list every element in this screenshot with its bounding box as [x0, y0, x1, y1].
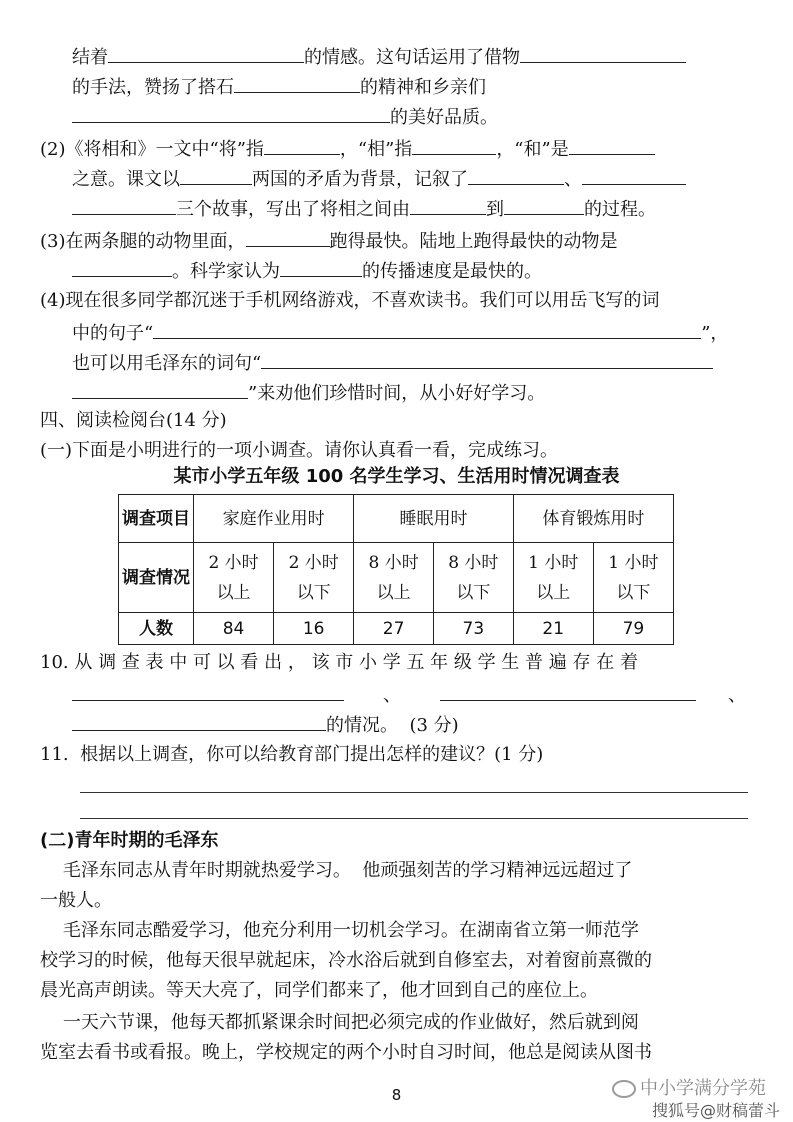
question-10-line-3: 的情况。 (3 分) — [72, 710, 459, 739]
question-10-line-1: 10. 从 调 查 表 中 可 以 看 出 ， 该 市 小 学 五 年 级 学 生 普 遍 存 在 着 — [40, 652, 638, 673]
fill-line-2: 的手法，赞扬了搭石 的精神和乡亲们 — [72, 72, 486, 101]
category-header: 家庭作业用时 — [194, 495, 354, 543]
part-1-intro: (一)下面是小明进行的一项小调查。请你认真看一看，完成练习。 — [40, 440, 559, 461]
chat-bubble-icon — [612, 1080, 636, 1098]
count-cell: 84 — [194, 613, 274, 645]
question-4-line-3: 也可以用毛泽东的词句“ — [72, 348, 713, 377]
count-cell: 73 — [433, 613, 513, 645]
watermark: 中小学满分学苑 — [612, 1074, 766, 1100]
blank[interactable] — [72, 194, 176, 215]
blank[interactable] — [72, 378, 248, 399]
section-title: 四、阅读检阅台(14 分) — [40, 410, 227, 431]
count-cell: 79 — [593, 613, 673, 645]
count-cell: 27 — [354, 613, 434, 645]
passage-line: 毛泽东同志从青年时期就热爱学习。 他顽强刻苦的学习精神远远超过了 — [40, 860, 633, 881]
question-2-line-3: 三个故事，写出了将相之间由 到 的过程。 — [72, 194, 656, 223]
passage-line: 毛泽东同志酷爱学习，他充分利用一切机会学习。在湖南省立第一师范学 — [40, 920, 639, 941]
sub-header: 2 小时 以上 — [194, 543, 274, 613]
blank[interactable] — [246, 226, 330, 247]
table-title: 某市小学五年级 100 名学生学习、生活用时情况调查表 — [173, 466, 620, 487]
blank[interactable] — [280, 256, 362, 277]
blank[interactable] — [264, 134, 340, 155]
sub-header: 8 小时 以上 — [354, 543, 434, 613]
blank[interactable] — [520, 42, 686, 63]
blank[interactable] — [180, 164, 252, 185]
question-2-line-2: 之意。课文以 两国的矛盾为背景，记叙了 、 — [72, 164, 686, 193]
blank[interactable] — [72, 256, 172, 277]
blank[interactable] — [569, 134, 655, 155]
blank[interactable] — [72, 102, 390, 123]
question-11: 11. 根据以上调查，你可以给教育部门提出怎样的建议？(1 分) — [40, 744, 544, 765]
category-header: 体育锻炼用时 — [513, 495, 673, 543]
question-3-line-1: (3)在两条腿的动物里面， 跑得最快。陆地上跑得最快的动物是 — [40, 226, 618, 255]
blank[interactable] — [504, 194, 584, 215]
blank[interactable] — [261, 348, 713, 369]
passage-line: 晨光高声朗读。等天大亮了，同学们都来了，他才回到自己的座位上。 — [40, 980, 598, 1001]
blank[interactable] — [153, 318, 701, 339]
passage-line: 校学习的时候，他每天很早就起床，冷水浴后就到自修室去，对着窗前熹微的 — [40, 950, 652, 971]
survey-table — [118, 494, 674, 645]
question-4-line-4: ”来劝他们珍惜时间，从小好好学习。 — [72, 378, 545, 407]
blank[interactable] — [72, 680, 344, 701]
sub-header: 8 小时 以下 — [433, 543, 513, 613]
blank[interactable] — [440, 680, 696, 701]
blank[interactable] — [468, 164, 564, 185]
row-label: 人数 — [119, 613, 194, 645]
passage-title: (二)青年时期的毛泽东 — [40, 830, 219, 851]
blank[interactable] — [108, 42, 304, 63]
fill-line-3: 的美好品质。 — [72, 102, 498, 131]
sub-header: 1 小时 以下 — [593, 543, 673, 613]
sub-header: 2 小时 以下 — [274, 543, 354, 613]
answer-line[interactable] — [80, 792, 748, 793]
page-number: 8 — [391, 1086, 402, 1104]
category-header: 睡眠用时 — [354, 495, 513, 543]
count-cell: 16 — [274, 613, 354, 645]
passage-line: 一天六节课，他每天都抓紧课余时间把必须完成的作业做好，然后就到阅 — [40, 1012, 639, 1033]
blank[interactable] — [72, 710, 326, 731]
count-cell: 21 — [513, 613, 593, 645]
answer-line[interactable] — [80, 818, 748, 819]
question-4-line-2: 中的句子“ ”， — [72, 318, 728, 347]
sub-header: 1 小时 以上 — [513, 543, 593, 613]
question-4-line-1: (4)现在很多同学都沉迷于手机网络游戏，不喜欢读书。我们可以用岳飞写的词 — [40, 290, 660, 311]
watermark-account: 搜狐号@财稿蕾斗 — [652, 1101, 781, 1120]
question-2-line-1: (2)《将相和》一文中“将”指 ，“相”指 ，“和”是 — [40, 134, 655, 163]
blank[interactable] — [234, 72, 360, 93]
passage-line: 览室去看书或看报。晚上，学校规定的两个小时自习时间，他总是阅读从图书 — [40, 1042, 652, 1063]
blank[interactable] — [412, 134, 496, 155]
blank[interactable] — [410, 194, 486, 215]
question-3-line-2: 。科学家认为 的传播速度是最快的。 — [72, 256, 542, 285]
blank[interactable] — [582, 164, 686, 185]
row-label: 调查情况 — [119, 543, 194, 613]
row-label: 调查项目 — [119, 495, 194, 543]
fill-line-1: 结着 的情感。这句话运用了借物 — [72, 42, 686, 71]
passage-line: 一般人。 — [40, 890, 112, 911]
question-10-line-2: 、 、 — [72, 680, 746, 709]
